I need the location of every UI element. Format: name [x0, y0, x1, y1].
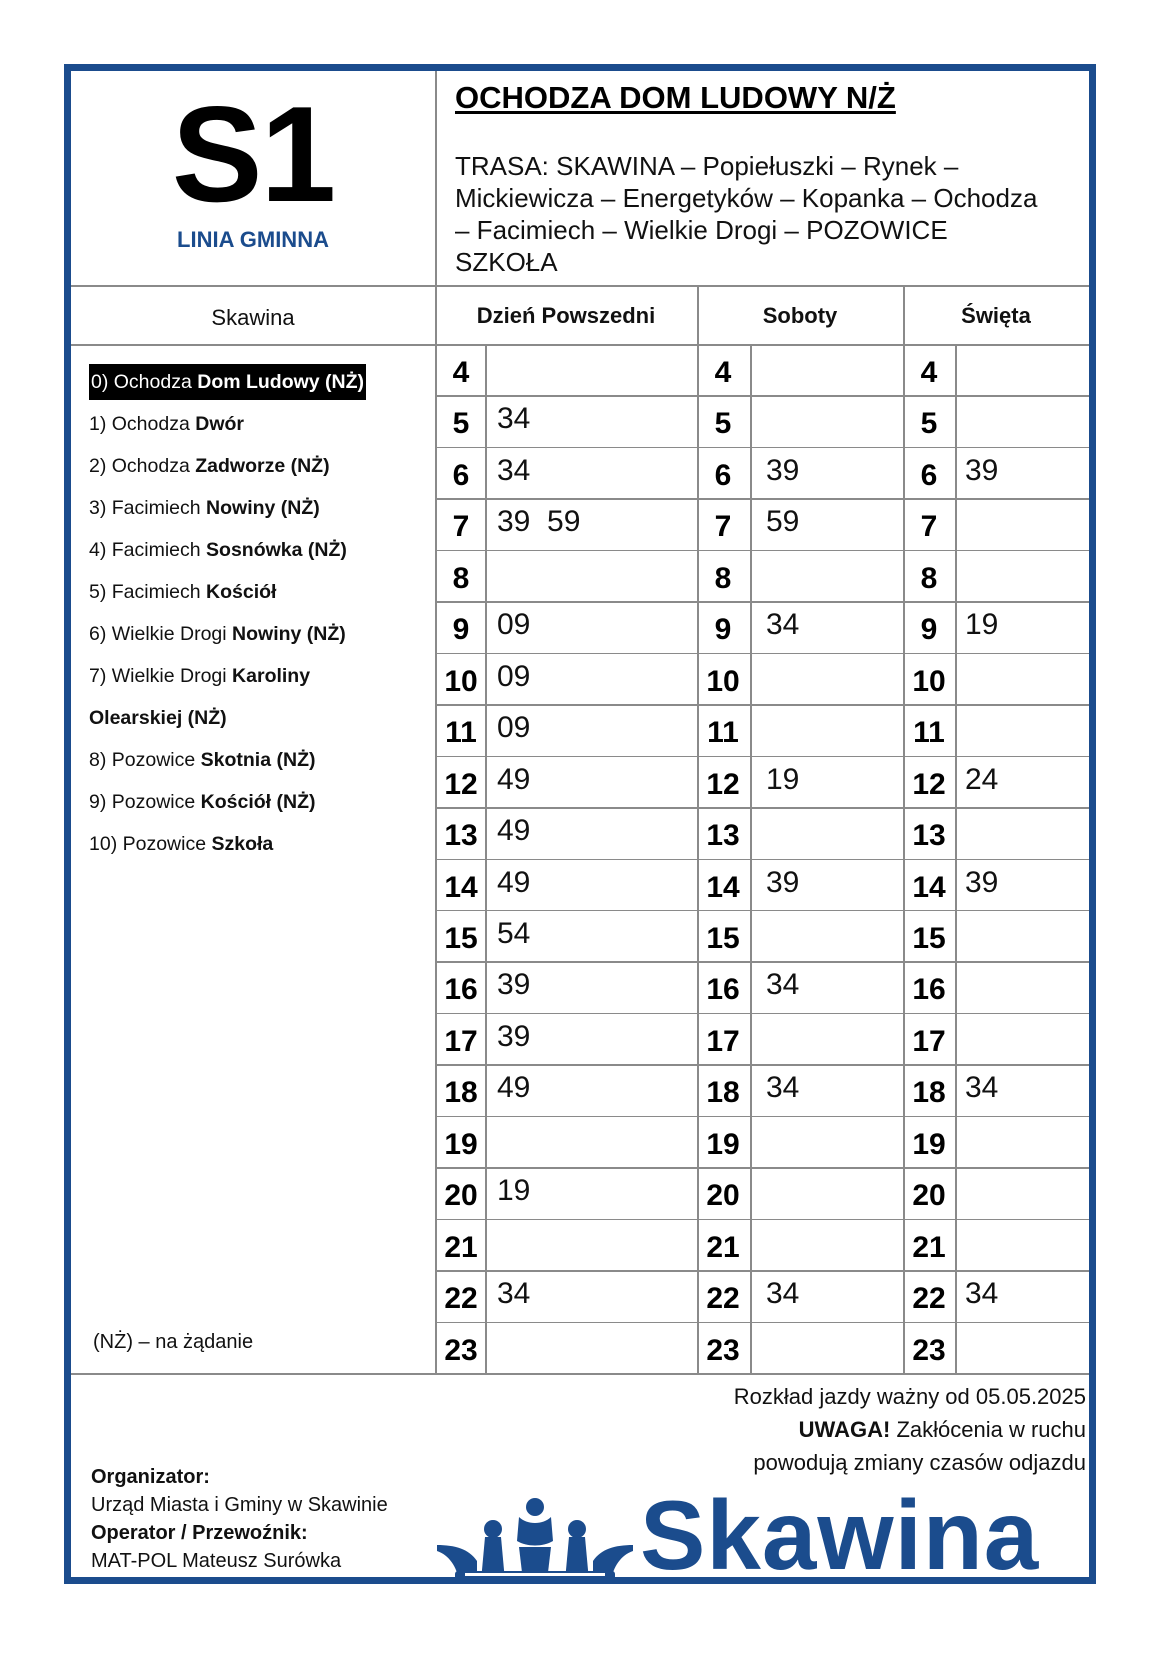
stop-prefix: 5) Facimiech — [89, 581, 207, 603]
direction-label: Skawina — [211, 305, 295, 330]
valid-from: Rozkład jazdy ważny od 05.05.2025 — [733, 1384, 1086, 1409]
hour-cell: 13 — [706, 819, 740, 853]
stop-name: Nowiny (NŻ) — [232, 623, 346, 645]
row-divider — [435, 395, 1089, 397]
organizer-info — [91, 1463, 388, 1575]
hour-cell: 7 — [920, 510, 938, 544]
minutes-cell: 49 — [497, 1071, 531, 1105]
stop-item — [89, 361, 419, 403]
line-type: LINIA GMINNA — [177, 227, 329, 252]
minutes-cell: 34 — [497, 402, 531, 436]
hour-cell: 22 — [706, 1282, 740, 1316]
column-saturday: Soboty — [762, 303, 838, 328]
hour-cell: 4 — [920, 356, 938, 389]
row-divider — [435, 1116, 1089, 1118]
stop-name: Dwór — [195, 413, 244, 435]
stop-prefix: 10) Pozowice — [89, 833, 212, 855]
row-divider — [435, 1219, 1089, 1221]
row-divider — [435, 1167, 1089, 1169]
stop-item — [89, 823, 419, 865]
minutes-cell: 09 — [497, 659, 531, 693]
minutes-cell: 34 — [766, 1071, 800, 1105]
minutes-cell: 34 — [766, 1277, 800, 1311]
hour-cell: 10 — [444, 664, 478, 698]
stop-item — [89, 613, 419, 655]
hour-cell: 5 — [920, 407, 938, 441]
minutes-cell: 19 — [965, 608, 999, 642]
minutes-cell: 39 — [766, 453, 800, 487]
stop-item — [89, 445, 419, 487]
hour-cell: 18 — [706, 1076, 740, 1110]
hour-cell: 19 — [912, 1127, 946, 1161]
hour-cell: 18 — [912, 1076, 946, 1110]
hour-cell: 16 — [444, 973, 478, 1007]
hour-cell: 8 — [920, 561, 938, 595]
stop-item — [89, 739, 419, 781]
row-divider — [435, 1322, 1089, 1324]
minutes-cell: 39 — [497, 1019, 531, 1053]
warning-label: UWAGA! — [798, 1417, 891, 1442]
hour-cell: 12 — [706, 767, 740, 801]
request-stop-note: (NŻ) – na żądanie — [93, 1331, 254, 1353]
minutes-cell: 19 — [766, 762, 800, 796]
hour-cell: 20 — [706, 1179, 740, 1213]
stop-list — [89, 361, 419, 865]
minutes-cell: 49 — [497, 865, 531, 899]
stop-prefix: 7) Wielkie Drogi — [89, 665, 233, 687]
minutes-cell: 34 — [497, 453, 531, 487]
stop-prefix: 3) Facimiech — [89, 497, 207, 519]
hour-cell: 21 — [444, 1230, 478, 1264]
warning-text: Zakłócenia w ruchu — [896, 1417, 1086, 1442]
stop-prefix: 1) Ochodza — [89, 413, 196, 435]
hour-cell: 5 — [452, 407, 470, 441]
minutes-cell: 19 — [497, 1174, 531, 1208]
organizer-name: Urząd Miasta i Gminy w Skawinie — [91, 1494, 388, 1516]
column-weekday: Dzień Powszedni — [476, 303, 656, 328]
hour-cell: 13 — [444, 819, 478, 853]
minutes-cell: 34 — [965, 1277, 999, 1311]
minutes-cell: 39 — [965, 453, 999, 487]
hour-cell: 21 — [912, 1230, 946, 1264]
hour-cell: 14 — [706, 870, 740, 904]
minutes-cell: 39 — [497, 968, 531, 1002]
warning-text-2: powodują zmiany czasów odjazdu — [753, 1450, 1086, 1475]
minutes-cell: 39 59 — [497, 505, 581, 539]
stop-item — [89, 781, 419, 823]
stop-prefix: 9) Pozowice — [89, 791, 201, 813]
minutes-cell: 09 — [497, 711, 531, 745]
minutes-cell: 34 — [965, 1071, 999, 1105]
row-divider — [435, 550, 1089, 552]
minutes-cell: 49 — [497, 814, 531, 848]
minutes-cell: 49 — [497, 762, 531, 796]
hour-cell: 16 — [706, 973, 740, 1007]
hour-cell: 9 — [714, 613, 732, 647]
logo-text: Skawina — [640, 1480, 1040, 1590]
hour-cell: 7 — [714, 510, 732, 544]
hour-cell: 15 — [912, 921, 946, 955]
hour-cell: 12 — [444, 767, 478, 801]
stop-name: Szkoła — [211, 833, 274, 855]
hour-cell: 4 — [714, 356, 732, 389]
hour-cell: 7 — [452, 510, 470, 544]
hour-cell: 12 — [912, 767, 946, 801]
stop-title: OCHODZA DOM LUDOWY N/Ż — [455, 80, 896, 115]
minutes-cell: 34 — [497, 1277, 531, 1311]
hour-cell: 9 — [452, 613, 470, 647]
hour-cell: 8 — [714, 561, 732, 595]
stop-prefix: 0) Ochodza — [91, 371, 198, 393]
minutes-cell: 09 — [497, 608, 531, 642]
hour-cell: 22 — [444, 1282, 478, 1316]
minutes-cell: 39 — [965, 865, 999, 899]
hour-cell: 17 — [706, 1024, 740, 1058]
row-divider — [435, 807, 1089, 809]
row-divider — [435, 704, 1089, 706]
hour-cell: 6 — [920, 458, 938, 492]
minutes-cell: 24 — [965, 762, 999, 796]
hour-cell: 5 — [714, 407, 732, 441]
hour-cell: 17 — [912, 1024, 946, 1058]
row-divider — [435, 910, 1089, 912]
row-divider — [435, 1013, 1089, 1015]
stop-item — [89, 487, 419, 529]
hour-cell: 23 — [912, 1333, 946, 1367]
hour-cell: 10 — [912, 664, 946, 698]
hour-cell: 6 — [452, 458, 470, 492]
operator-name: MAT-POL Mateusz Surówka — [91, 1550, 342, 1572]
hour-cell: 18 — [444, 1076, 478, 1110]
minutes-cell: 34 — [766, 608, 800, 642]
line-code: S1 — [171, 78, 335, 230]
hour-cell: 11 — [913, 716, 945, 750]
hour-cell: 17 — [444, 1024, 478, 1058]
stop-name: Kościół (NŻ) — [200, 791, 316, 813]
hour-cell: 13 — [912, 819, 946, 853]
hour-cell: 9 — [920, 613, 938, 647]
hour-cell: 14 — [912, 870, 946, 904]
organizer-label: Organizator: — [91, 1466, 210, 1488]
validity-info — [734, 1380, 1086, 1479]
stop-item — [89, 571, 419, 613]
minutes-cell: 59 — [766, 505, 800, 539]
stop-name: Sosnówka (NŻ) — [206, 539, 347, 561]
minutes-cell: 34 — [766, 968, 800, 1002]
route-description: TRASA: SKAWINA – Popiełuszki – Rynek – Mickiewicza – Energetyków – Kopanka – Ochodza – Facimiech – Wielkie Drogi – POZOWICE SZKOŁA — [455, 151, 1038, 277]
stop-name: Dom Ludowy (NŻ) — [197, 371, 365, 393]
hour-cell: 19 — [706, 1127, 740, 1161]
operator-label: Operator / Przewoźnik: — [91, 1522, 308, 1544]
line-badge — [71, 71, 435, 285]
hour-cell: 23 — [444, 1333, 478, 1367]
stop-prefix: 4) Facimiech — [89, 539, 207, 561]
row-divider — [435, 961, 1089, 963]
warning — [734, 1413, 1086, 1446]
stop-item — [89, 655, 419, 697]
hour-cell: 15 — [444, 921, 478, 955]
hour-cell: 14 — [444, 870, 478, 904]
hour-cell: 4 — [452, 356, 470, 389]
stop-name: Skotnia (NŻ) — [200, 749, 316, 771]
hour-cell: 15 — [706, 921, 740, 955]
stop-item — [89, 697, 419, 739]
stop-name: Nowiny (NŻ) — [206, 497, 320, 519]
column-holiday: Święta — [961, 303, 1031, 328]
row-divider — [435, 653, 1089, 655]
stop-name: Kościół — [206, 581, 277, 603]
hour-cell: 22 — [912, 1282, 946, 1316]
hour-cell: 10 — [706, 664, 740, 698]
stop-name: Karoliny — [232, 665, 311, 687]
hour-cell: 11 — [445, 716, 477, 750]
stop-name: Zadworze (NŻ) — [195, 455, 330, 477]
hour-cell: 19 — [444, 1127, 478, 1161]
hour-cell: 16 — [912, 973, 946, 1007]
minutes-cell: 54 — [497, 916, 531, 950]
hour-cell: 11 — [707, 716, 739, 750]
crown-icon — [435, 1495, 635, 1587]
skawina-logo — [435, 1480, 1095, 1590]
stop-item — [89, 529, 419, 571]
stop-prefix: 8) Pozowice — [89, 749, 201, 771]
hour-cell: 23 — [706, 1333, 740, 1367]
stop-name: Olearskiej (NŻ) — [89, 707, 227, 729]
hour-cell: 20 — [912, 1179, 946, 1213]
hour-cell: 6 — [714, 458, 732, 492]
hour-cell: 21 — [706, 1230, 740, 1264]
stop-prefix: 6) Wielkie Drogi — [89, 623, 233, 645]
hour-cell: 20 — [444, 1179, 478, 1213]
stop-item — [89, 403, 419, 445]
stop-prefix: 2) Ochodza — [89, 455, 196, 477]
minutes-cell: 39 — [766, 865, 800, 899]
hour-cell: 8 — [452, 561, 470, 595]
